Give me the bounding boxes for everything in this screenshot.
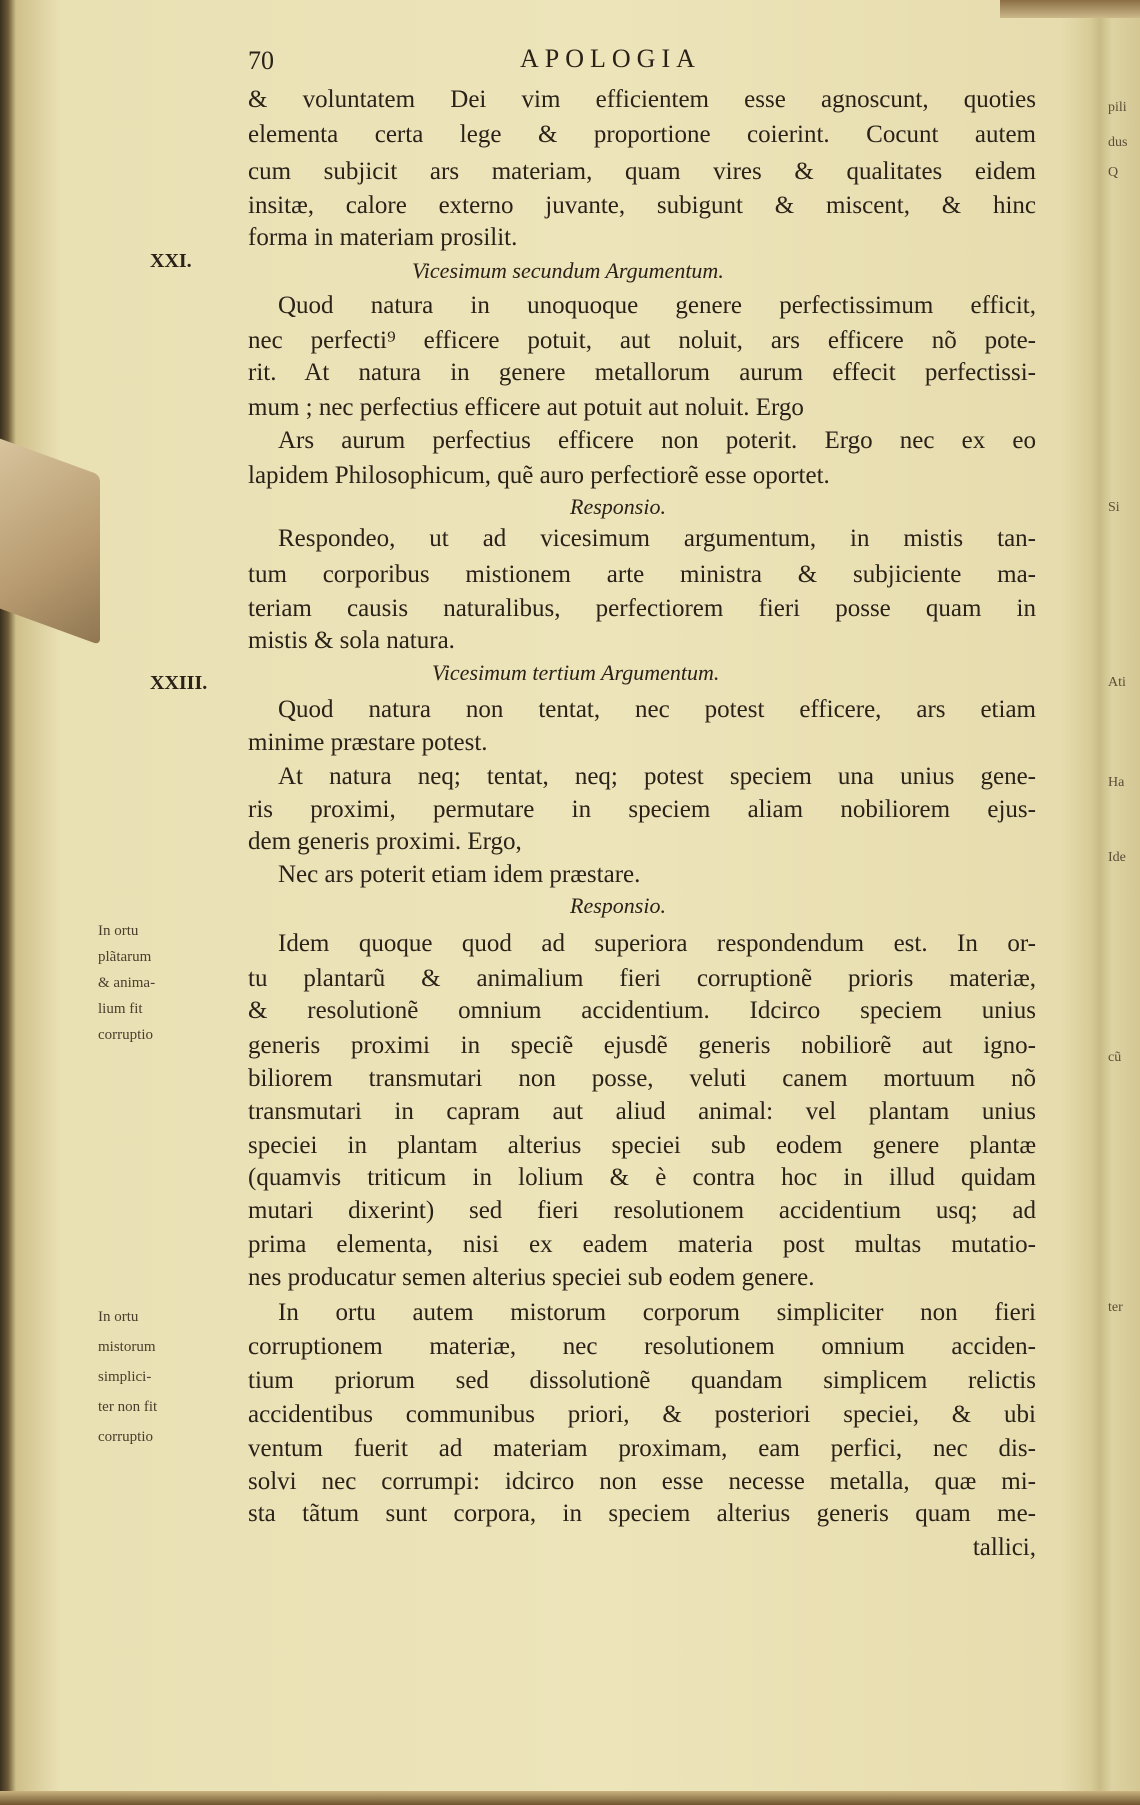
text-line: accidentibus communibus priori, & posteriori speciei, & ubi xyxy=(248,1401,1036,1429)
text-line: At natura neq; tentat, neq; potest speciem una unius gene- xyxy=(278,763,1036,791)
text-line: insitæ, calore externo juvante, subigunt & miscent, & hinc xyxy=(248,192,1036,220)
text-line: transmutari in capram aut aliud animal: vel plantam unius xyxy=(248,1098,1036,1126)
text-line: biliorem transmutari non posse, veluti canem mortuum nõ xyxy=(248,1064,1036,1092)
text-line: prima elementa, nisi ex eadem materia post multas mutatio- xyxy=(248,1230,1036,1258)
argument-heading: Vicesimum tertium Argumentum. xyxy=(432,660,720,685)
facing-page-fragment: pili xyxy=(1108,100,1127,115)
text-line: generis proximi in speciẽ ejusdẽ generis nobiliorẽ aut igno- xyxy=(248,1031,1036,1059)
section-number: XXIII. xyxy=(150,672,208,694)
text-line: tu plantarũ & animalium fieri corruptionẽ prioris materiæ, xyxy=(248,964,1036,992)
text-line: forma in materiam prosilit. xyxy=(248,224,518,252)
text-line: Quod natura non tentat, nec potest efficere, ars etiam xyxy=(278,696,1036,724)
facing-page-fragment: Ha xyxy=(1108,775,1125,790)
text-line: sta tãtum sunt corpora, in speciem alterius generis quam me- xyxy=(248,1500,1036,1528)
text-line: lapidem Philosophicum, quẽ auro perfectiorẽ esse oportet. xyxy=(248,461,830,489)
text-line: dem generis proximi. Ergo, xyxy=(248,827,522,855)
text-line: & voluntatem Dei vim efficientem esse agnoscunt, quoties xyxy=(248,86,1036,114)
facing-page-fragment: Si xyxy=(1108,500,1120,515)
text-line: nec perfecti⁹ efficere potuit, aut noluit, ars efficere nõ pote- xyxy=(248,326,1036,354)
book-edge-top xyxy=(1000,0,1140,18)
margin-note-line: lium fit xyxy=(98,1001,143,1017)
argument-heading: Vicesimum secundum Argumentum. xyxy=(412,258,724,283)
book-edge-bottom xyxy=(0,1791,1140,1805)
text-line: Ars aurum perfectius efficere non poterit. Ergo nec ex eo xyxy=(278,427,1036,455)
text-line: cum subjicit ars materiam, quam vires & qualitates eidem xyxy=(248,157,1036,185)
text-line: elementa certa lege & proportione coierint. Cocunt autem xyxy=(248,120,1036,148)
text-line: Nec ars poterit etiam idem præstare. xyxy=(278,861,641,889)
margin-note xyxy=(98,922,155,1044)
margin-note-line: In ortu xyxy=(98,1309,139,1325)
text-line: Quod natura in unoquoque genere perfectissimum efficit, xyxy=(278,292,1036,320)
text-line: tallici, xyxy=(972,1533,1036,1561)
text-line: (quamvis triticum in lolium & è contra hoc in illud quidam xyxy=(248,1163,1036,1191)
facing-page-fragment: cũ xyxy=(1108,1050,1122,1065)
margin-note-line: corruptio xyxy=(98,1429,153,1445)
running-title: APOLOGIA xyxy=(520,44,701,73)
text-line: rit. At natura in genere metallorum aurum effecit perfectissi- xyxy=(248,359,1036,387)
response-heading: Responsio. xyxy=(570,494,666,519)
margin-note-line: simplici- xyxy=(98,1369,152,1385)
text-line: tium priorum sed dissolutionẽ quandam simplicem relictis xyxy=(248,1366,1036,1394)
margin-note-line: mistorum xyxy=(98,1339,156,1355)
text-line: solvi nec corrumpi: idcirco non esse necesse metalla, quæ mi- xyxy=(248,1467,1036,1495)
text-line: ris proximi, permutare in speciem aliam nobiliorem ejus- xyxy=(248,795,1036,823)
response-heading: Responsio. xyxy=(570,893,666,918)
text-line: speciei in plantam alterius speciei sub eodem genere plantæ xyxy=(248,1131,1036,1159)
text-line: minime præstare potest. xyxy=(248,728,488,756)
margin-note-line: & anima- xyxy=(98,975,156,991)
facing-page-fragment: Q xyxy=(1108,165,1119,180)
facing-page-fragment: Ide xyxy=(1108,850,1126,865)
facing-page-fragment: Ati xyxy=(1108,675,1126,690)
margin-note-line: plãtarum xyxy=(98,949,152,965)
margin-note xyxy=(98,1308,157,1446)
margin-note-line: ter non fit xyxy=(98,1399,158,1415)
text-line: Respondeo, ut ad vicesimum argumentum, in mistis tan- xyxy=(278,524,1036,552)
page-holder-stick xyxy=(0,435,100,645)
text-line: tum corporibus mistionem arte ministra & subjiciente ma- xyxy=(248,560,1036,588)
facing-page-fragment: ter xyxy=(1108,1300,1123,1315)
page-number: 70 xyxy=(248,46,274,75)
text-line: In ortu autem mistorum corporum simpliciter non fieri xyxy=(278,1298,1036,1326)
margin-note-line: In ortu xyxy=(98,923,139,939)
text-line: & resolutionẽ omnium accidentium. Idcirco speciem unius xyxy=(248,997,1036,1025)
text-line: teriam causis naturalibus, perfectiorem fieri posse quam in xyxy=(248,595,1036,623)
text-line: corruptionem materiæ, nec resolutionem omnium acciden- xyxy=(248,1333,1036,1361)
text-line: mutari dixerint) sed fieri resolutionem accidentium usq; ad xyxy=(248,1197,1036,1225)
margin-note-line: corruptio xyxy=(98,1027,153,1043)
text-line: ventum fuerit ad materiam proximam, eam perfici, nec dis- xyxy=(248,1434,1036,1462)
text-line: mistis & sola natura. xyxy=(248,627,455,655)
text-line: Idem quoque quod ad superiora respondendum est. In or- xyxy=(278,930,1036,958)
text-line: mum ; nec perfectius efficere aut potuit aut noluit. Ergo xyxy=(248,393,804,421)
text-line: nes producatur semen alterius speciei sub eodem genere. xyxy=(248,1264,815,1292)
section-number: XXI. xyxy=(150,250,192,272)
facing-page-fragment: dus xyxy=(1108,135,1128,150)
